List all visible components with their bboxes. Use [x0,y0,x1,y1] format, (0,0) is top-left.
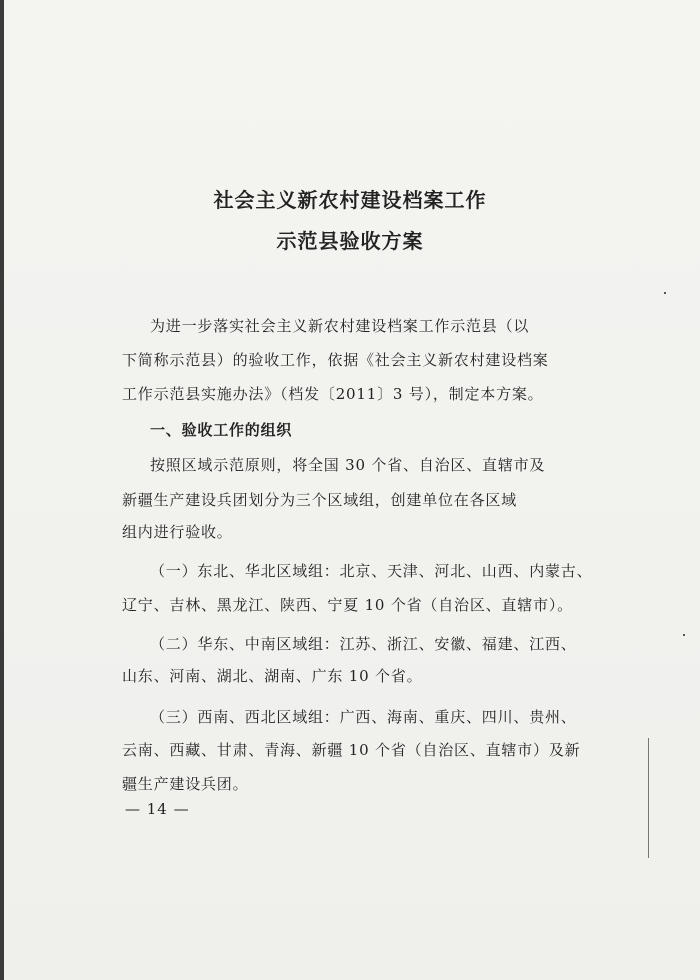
scan-speck [664,292,666,294]
item-1-line-2: 辽宁、吉林、黑龙江、陕西、宁夏 10 个省（自治区、直辖市）。 [122,596,573,614]
paragraph-1-line-1: 为进一步落实社会主义新农村建设档案工作示范县（以 [150,317,530,335]
paragraph-2-line-2: 新疆生产建设兵团划分为三个区域组，创建单位在各区域 [122,491,518,509]
item-1-line-1: （一）东北、华北区域组：北京、天津、河北、山西、内蒙古、 [150,562,593,580]
paragraph-2-line-3: 组内进行验收。 [122,523,233,541]
page-number: — 14 — [125,800,190,818]
section-1-heading: 一、验收工作的组织 [150,421,293,439]
document-title-line2: 示范县验收方案 [276,229,424,253]
paragraph-2-line-1: 按照区域示范原则，将全国 30 个省、自治区、直辖市及 [150,456,546,474]
item-3-line-2: 云南、西藏、甘肃、青海、新疆 10 个省（自治区、直辖市）及新 [122,741,581,759]
item-2-line-2: 山东、河南、湖北、湖南、广东 10 个省。 [122,667,423,685]
paragraph-1-line-3: 工作示范县实施办法》（档发〔2011〕3 号），制定本方案。 [122,385,544,403]
document-title-line1: 社会主义新农村建设档案工作 [213,188,487,212]
scan-left-edge [0,0,4,980]
item-2-line-1: （二）华东、中南区域组：江苏、浙江、安徽、福建、江西、 [150,635,577,653]
paragraph-1-line-2: 下简称示范县）的验收工作，依据《社会主义新农村建设档案 [122,351,549,369]
scan-vertical-line [648,738,649,858]
item-3-line-3: 疆生产建设兵团。 [122,775,249,793]
scan-speck [683,634,685,636]
item-3-line-1: （三）西南、西北区域组：广西、海南、重庆、四川、贵州、 [150,708,577,726]
